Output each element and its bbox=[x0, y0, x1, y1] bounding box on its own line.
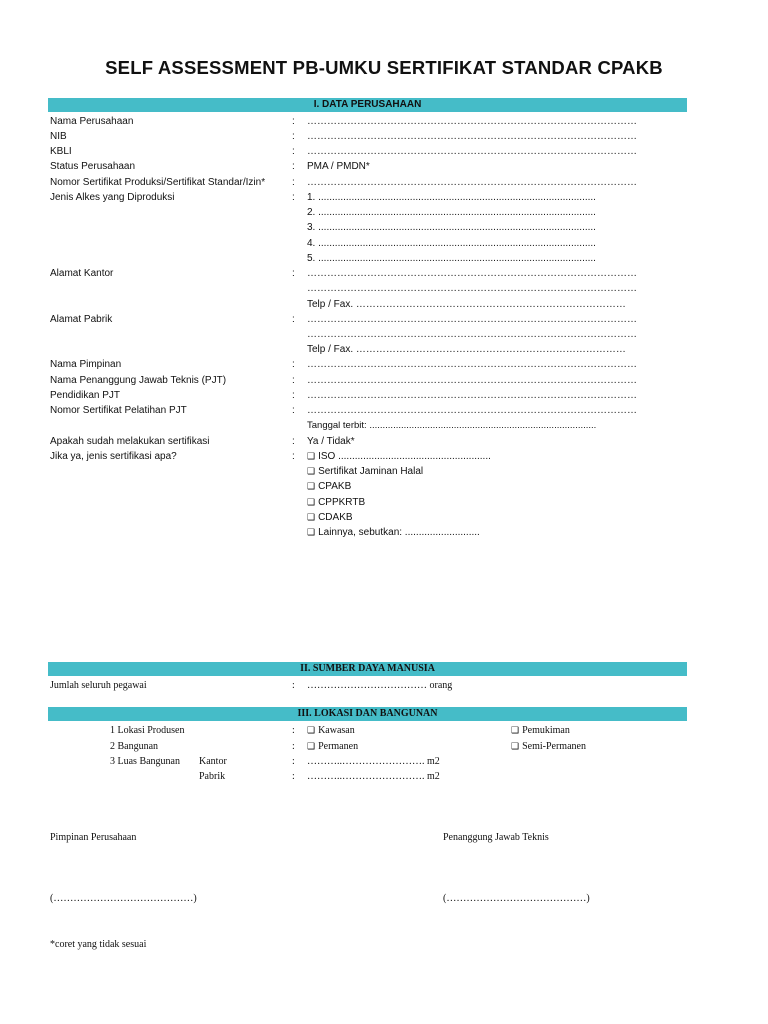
checkbox-kawasan[interactable]: ❑ Kawasan bbox=[307, 723, 355, 739]
telp-fax-blank[interactable]: Telp / Fax. ……………………………………………………………………… bbox=[307, 299, 626, 310]
field-colon: : bbox=[292, 390, 295, 401]
field-label: Nama Pimpinan bbox=[50, 359, 122, 370]
item-blank: .................................................................................................... bbox=[318, 222, 596, 233]
field-nomor-sertifikat bbox=[0, 175, 768, 190]
field-jenis-alkes-2 bbox=[0, 205, 768, 220]
field-colon: : bbox=[292, 451, 295, 462]
section-header-data-perusahaan: I. DATA PERUSAHAAN bbox=[48, 98, 687, 112]
kantor-label: Kantor bbox=[199, 756, 227, 767]
field-value-blank[interactable]: ……………………………………………………………………………………… bbox=[307, 390, 637, 401]
field-nib bbox=[0, 129, 768, 144]
signature-label-pjt: Penanggung Jawab Teknis bbox=[443, 832, 549, 843]
field-kbli bbox=[0, 144, 768, 159]
item-blank: .................................................................................................... bbox=[318, 207, 596, 218]
item-number: 4. bbox=[307, 238, 316, 249]
item-number: 2. bbox=[307, 207, 316, 218]
field-colon: : bbox=[292, 725, 295, 736]
field-nama-perusahaan bbox=[0, 114, 768, 129]
field-jenis-alkes-4 bbox=[0, 236, 768, 251]
field-label: Status Perusahaan bbox=[50, 161, 136, 172]
field-colon: : bbox=[292, 314, 295, 325]
field-value-blank[interactable]: ……………………………………………………………………………………… bbox=[307, 116, 637, 127]
field-label: 1 Lokasi Produsen bbox=[110, 725, 185, 736]
cert-option-row bbox=[0, 479, 768, 494]
field-value-blank[interactable]: ……………………………………………………………………………………… bbox=[307, 314, 637, 325]
field-colon: : bbox=[292, 146, 295, 157]
field-label: 3 Luas Bangunan bbox=[110, 756, 180, 767]
field-nama-pimpinan bbox=[0, 357, 768, 372]
item-number: 5. bbox=[307, 253, 316, 264]
field-jenis-alkes bbox=[0, 190, 768, 205]
field-label: Nomor Sertifikat Produksi/Sertifikat Standar/Izin* bbox=[50, 177, 266, 188]
field-luas-pabrik bbox=[0, 769, 768, 784]
field-label: Pendidikan PJT bbox=[50, 390, 121, 401]
field-nomor-pelatihan bbox=[0, 403, 768, 418]
numbered-item[interactable] bbox=[307, 190, 596, 205]
item-blank: .................................................................................................... bbox=[318, 192, 596, 203]
field-label: NIB bbox=[50, 131, 67, 142]
field-colon: : bbox=[292, 116, 295, 127]
field-label: KBLI bbox=[50, 146, 72, 157]
field-colon: : bbox=[292, 359, 295, 370]
field-sudah-sertifikasi bbox=[0, 434, 768, 449]
field-alamat-pabrik bbox=[0, 312, 768, 327]
signature-line-pimpinan[interactable]: (……………………………………) bbox=[50, 893, 197, 904]
field-label: 2 Bangunan bbox=[110, 741, 159, 752]
section-header-lokasi-bangunan: III. LOKASI DAN BANGUNAN bbox=[48, 707, 687, 721]
field-alamat-kantor-telp bbox=[0, 297, 768, 312]
field-colon: : bbox=[292, 741, 295, 752]
luas-pabrik-blank[interactable]: ………..……………………. m2 bbox=[307, 771, 440, 782]
numbered-item[interactable] bbox=[307, 236, 596, 251]
field-alamat-pabrik-telp bbox=[0, 342, 768, 357]
field-label: Alamat Pabrik bbox=[50, 314, 113, 325]
checkbox-permanen[interactable]: ❑ Permanen bbox=[307, 739, 358, 755]
field-label: Jumlah seluruh pegawai bbox=[50, 680, 147, 691]
status-value[interactable]: PMA / PMDN* bbox=[307, 161, 370, 172]
field-jenis-sertifikasi bbox=[0, 449, 768, 464]
item-blank: .................................................................................................... bbox=[318, 238, 596, 249]
item-blank: .................................................................................................... bbox=[318, 253, 596, 264]
numbered-item[interactable] bbox=[307, 220, 596, 235]
field-luas-kantor bbox=[0, 754, 768, 769]
field-colon: : bbox=[292, 375, 295, 386]
field-label: Nomor Sertifikat Pelatihan PJT bbox=[50, 405, 187, 416]
checkbox-lainnya[interactable]: ❑ Lainnya, sebutkan: ........................... bbox=[307, 525, 480, 541]
field-alamat-kantor bbox=[0, 266, 768, 281]
checkbox-sertifikat-halal[interactable]: ❑ Sertifikat Jaminan Halal bbox=[307, 464, 423, 480]
field-value-blank[interactable]: ……………………………………………………………………………………… bbox=[307, 177, 637, 188]
numbered-item[interactable] bbox=[307, 205, 596, 220]
cert-option-row bbox=[0, 525, 768, 540]
field-colon: : bbox=[292, 177, 295, 188]
checkbox-cpakb[interactable]: ❑ CPAKB bbox=[307, 479, 351, 495]
checkbox-pemukiman[interactable]: ❑ Pemukiman bbox=[511, 723, 570, 739]
signature-label-pimpinan: Pimpinan Perusahaan bbox=[50, 832, 137, 843]
field-bangunan bbox=[0, 739, 768, 754]
field-label: Nama Perusahaan bbox=[50, 116, 134, 127]
numbered-item[interactable] bbox=[307, 251, 596, 266]
field-colon: : bbox=[292, 161, 295, 172]
field-colon: : bbox=[292, 268, 295, 279]
field-colon: : bbox=[292, 756, 295, 767]
field-value-blank[interactable]: ……………………………………………………………………………………… bbox=[307, 359, 637, 370]
item-number: 1. bbox=[307, 192, 316, 203]
section-header-sumber-daya-manusia: II. SUMBER DAYA MANUSIA bbox=[48, 662, 687, 676]
field-colon: : bbox=[292, 192, 295, 203]
field-value-blank[interactable]: ……………………………………………………………………………………… bbox=[307, 329, 637, 340]
luas-kantor-blank[interactable]: ………..……………………. m2 bbox=[307, 756, 440, 767]
field-pendidikan-pjt bbox=[0, 388, 768, 403]
field-colon: : bbox=[292, 680, 295, 691]
ya-tidak-value[interactable]: Ya / Tidak* bbox=[307, 436, 355, 447]
field-colon: : bbox=[292, 436, 295, 447]
cert-option-row bbox=[0, 464, 768, 479]
field-tanggal-terbit bbox=[0, 418, 768, 433]
checkbox-iso[interactable]: ❑ ISO ....................................................... bbox=[307, 449, 491, 465]
cert-option-row bbox=[0, 510, 768, 525]
field-value-blank[interactable]: ……………………………………………………………………………………… bbox=[307, 268, 637, 279]
field-label: Apakah sudah melakukan sertifikasi bbox=[50, 436, 210, 447]
field-nama-pjt bbox=[0, 373, 768, 388]
field-label: Jika ya, jenis sertifikasi apa? bbox=[50, 451, 177, 462]
pabrik-label: Pabrik bbox=[199, 771, 226, 782]
field-colon: : bbox=[292, 405, 295, 416]
jumlah-pegawai-blank[interactable]: ……………………………… orang bbox=[307, 680, 453, 691]
page-title: SELF ASSESSMENT PB-UMKU SERTIFIKAT STANDAR CPAKB bbox=[105, 57, 663, 78]
field-label: Jenis Alkes yang Diproduksi bbox=[50, 192, 175, 203]
field-status-perusahaan bbox=[0, 159, 768, 174]
telp-fax-blank[interactable]: Telp / Fax. ……………………………………………………………………… bbox=[307, 344, 626, 355]
field-label: Nama Penanggung Jawab Teknis (PJT) bbox=[50, 375, 227, 386]
checkbox-semi-permanen[interactable]: ❑ Semi-Permanen bbox=[511, 739, 586, 755]
signature-line-pjt[interactable]: (……………………………………) bbox=[443, 893, 590, 904]
item-number: 3. bbox=[307, 222, 316, 233]
field-value-blank[interactable]: ……………………………………………………………………………………… bbox=[307, 283, 637, 294]
field-jenis-alkes-5 bbox=[0, 251, 768, 266]
field-alamat-kantor-line2 bbox=[0, 281, 768, 296]
checkbox-cdakb[interactable]: ❑ CDAKB bbox=[307, 510, 353, 526]
field-colon: : bbox=[292, 771, 295, 782]
field-colon: : bbox=[292, 131, 295, 142]
field-value-blank[interactable]: ……………………………………………………………………………………… bbox=[307, 146, 637, 157]
field-alamat-pabrik-line2 bbox=[0, 327, 768, 342]
footnote: *coret yang tidak sesuai bbox=[50, 939, 147, 950]
checkbox-cppkrtb[interactable]: ❑ CPPKRTB bbox=[307, 495, 365, 511]
field-jumlah-pegawai bbox=[0, 678, 768, 693]
field-lokasi-produsen bbox=[0, 723, 768, 738]
field-value-blank[interactable]: ……………………………………………………………………………………… bbox=[307, 405, 637, 416]
cert-option-row bbox=[0, 495, 768, 510]
tanggal-terbit-blank[interactable]: Tanggal terbit: ...................................................................................... bbox=[307, 420, 597, 431]
field-value-blank[interactable]: ……………………………………………………………………………………… bbox=[307, 375, 637, 386]
field-value-blank[interactable]: ……………………………………………………………………………………… bbox=[307, 131, 637, 142]
field-label: Alamat Kantor bbox=[50, 268, 114, 279]
field-jenis-alkes-3 bbox=[0, 220, 768, 235]
